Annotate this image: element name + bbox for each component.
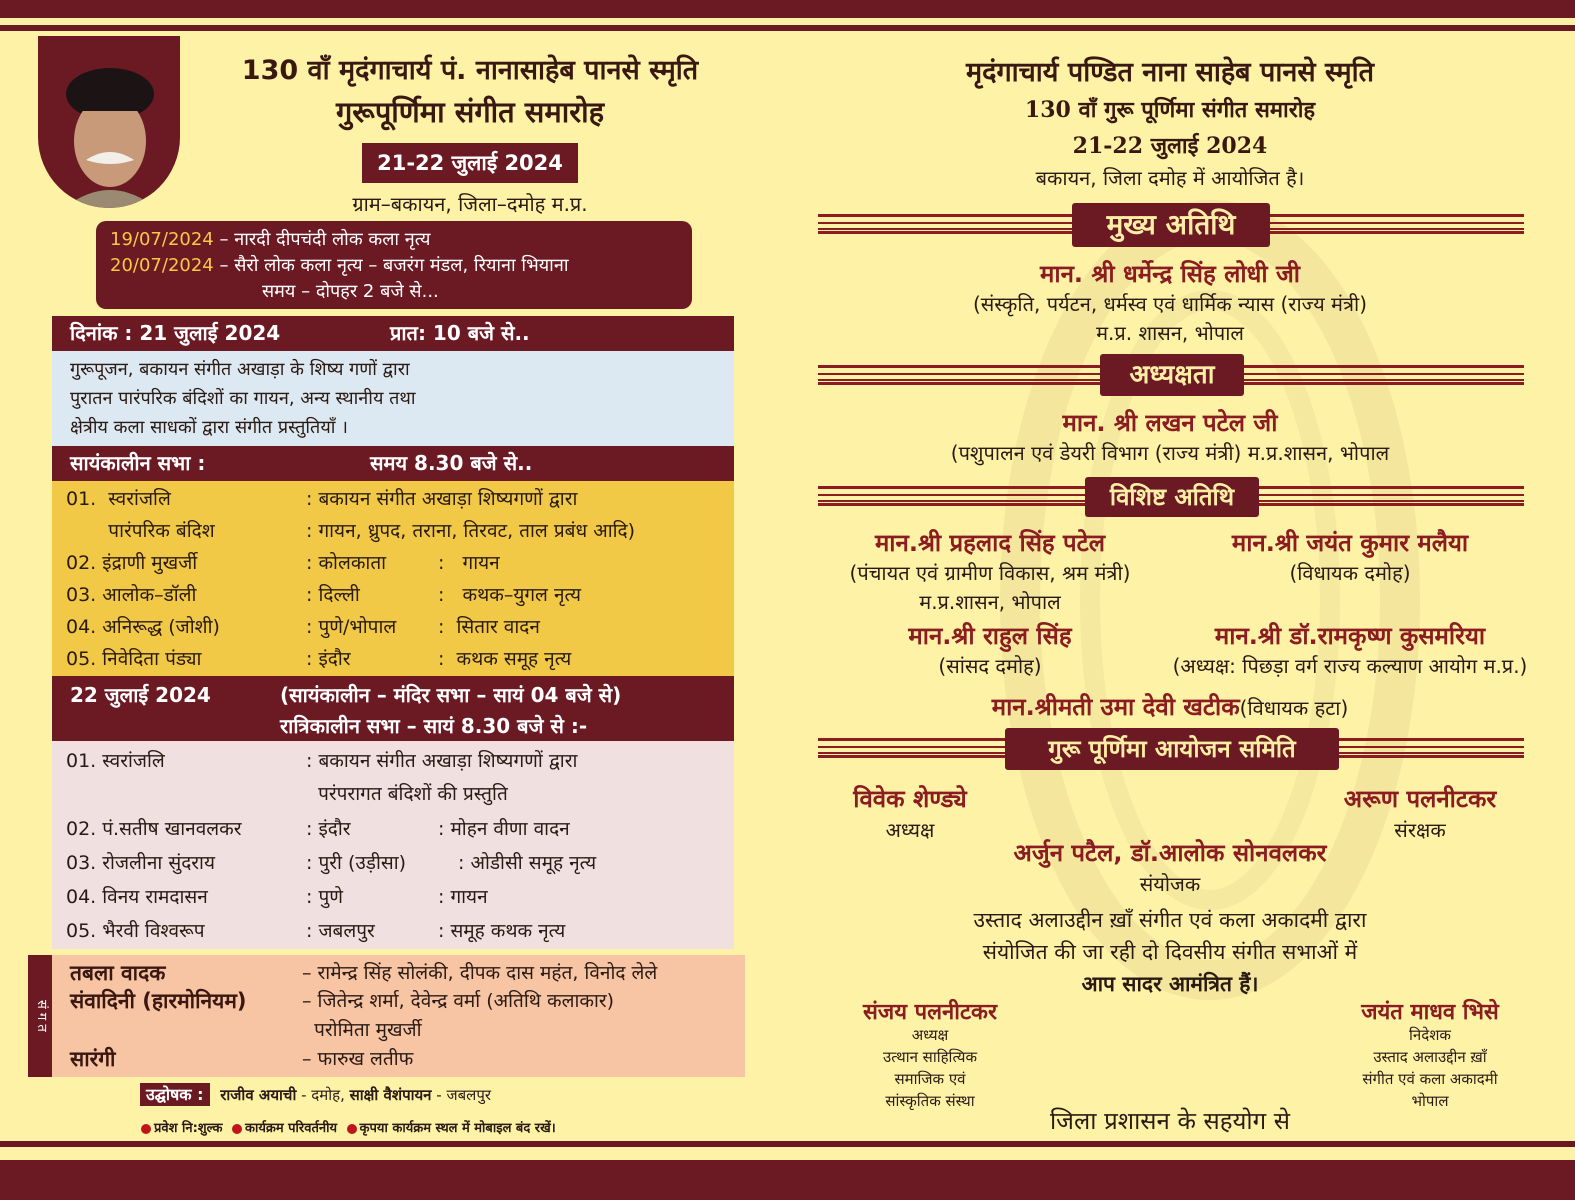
special-guest-desc: (विधायक दमोह): [1289, 561, 1411, 585]
left-title-line2: गुरूपूर्णिमा संगीत समारोह: [335, 95, 605, 129]
special-guest-desc: (पंचायत एवं ग्रामीण विकास, श्रम मंत्री): [849, 561, 1131, 585]
players: परोमिता मुखर्जी: [302, 1019, 422, 1041]
performance: : ओडीसी समूह नृत्य: [458, 852, 597, 874]
announcer-place: - दमोह,: [301, 1086, 345, 1104]
special-guest-label: विशिष्ट अतिथि: [1085, 477, 1259, 517]
pre-event-text: – नारदी दीपचंदी लोक कला नृत्य: [219, 229, 431, 250]
pre-event-text: – सैरो लोक कला नृत्य – बजरंग मंडल, रियाना भियाना: [219, 255, 569, 276]
special-guest-desc: (विधायक हटा): [1239, 696, 1349, 720]
left-date-box: 21-22 जुलाई 2024: [362, 143, 578, 183]
special-guest-name: मान.श्री राहुल सिंह: [908, 622, 1072, 650]
signatory-details: [1320, 1024, 1540, 1112]
day2-evening-session: (सायंकालीन – मंदिर सभा – सायं 04 बजे से): [280, 683, 622, 707]
presidency-label: अध्यक्षता: [1100, 354, 1244, 396]
performance: : सितार वादन: [438, 616, 540, 638]
accompanists-box: [52, 955, 745, 1077]
artist: 03. आलोक–डॉली: [66, 584, 197, 606]
top-band-thin: [0, 25, 1575, 31]
signatory-line: संगीत एवं कला अकादमी: [1362, 1070, 1498, 1088]
artist: 01. स्वरांजलि: [66, 488, 171, 510]
signatory-line: समाजिक एवं: [894, 1070, 966, 1088]
performance: : मोहन वीणा वादन: [438, 818, 570, 840]
artist: पारंपरिक बंदिश: [66, 520, 215, 542]
evening-program: [52, 481, 734, 676]
signatory-line: सांस्कृतिक संस्था: [885, 1092, 975, 1110]
players: – फारुख लतीफ: [302, 1048, 414, 1070]
pre-events-box: [96, 221, 692, 309]
special-guest-desc: (अध्यक्ष: पिछड़ा वर्ग राज्य कल्याण आयोग म.प्र.): [1172, 654, 1528, 678]
committee-member-role: संरक्षक: [1394, 818, 1446, 842]
invitation-line: उस्ताद अलाउद्दीन ख़ाँ संगीत एवं कला अकादमी द्वारा: [973, 908, 1367, 932]
artist: 01. स्वरांजलि: [66, 750, 165, 772]
performance: : कथक–युगल नृत्य: [438, 584, 582, 606]
chief-guest-name: मान. श्री धर्मेन्द्र सिंह लोधी जी: [1040, 260, 1300, 288]
committee-member-role: संयोजक: [1139, 872, 1201, 896]
signatory-line: उत्थान साहित्यिक: [882, 1048, 978, 1066]
pre-event-time: समय – दोपहर 2 बजे से...: [262, 281, 439, 302]
evening-header: [52, 446, 734, 481]
note: कार्यक्रम परिवर्तनीय: [245, 1121, 338, 1136]
bullet-icon: [347, 1124, 357, 1134]
performance: : कथक समूह नृत्य: [438, 648, 572, 670]
place: : इंदौर: [306, 648, 351, 670]
day2-date: 22 जुलाई 2024: [70, 683, 211, 707]
place: : पुणे: [306, 886, 343, 908]
portrait-badge: [38, 36, 180, 208]
invitation-line: संयोजित की जा रही दो दिवसीय संगीत सभाओं में: [982, 940, 1358, 964]
invitation-line: आप सादर आमंत्रित हैं।: [1081, 972, 1259, 996]
artist: 03. रोजलीना सुंदराय: [66, 852, 215, 874]
signatory-name: संजय पलनीटकर: [863, 1000, 997, 1025]
left-venue: ग्राम–बकायन, जिला–दमोह म.प्र.: [352, 192, 588, 216]
committee-member-name: अरूण पलनीटकर: [1343, 785, 1497, 813]
chief-guest-desc: म.प्र. शासन, भोपाल: [1096, 321, 1244, 345]
artist: 02. पं.सतीष खानवलकर: [66, 818, 242, 840]
top-band: [0, 0, 1575, 18]
right-title-line2: 130 वाँ गुरू पूर्णिमा संगीत समारोह: [1024, 97, 1316, 123]
performance: : गायन: [438, 886, 488, 908]
morning-line: गुरूपूजन, बकायन संगीत अखाड़ा के शिष्य गणों द्वारा: [70, 359, 410, 380]
artist: 04. विनय रामदासन: [66, 886, 208, 908]
instrument: संवादिनी (हारमोनियम): [70, 989, 247, 1013]
committee-label: गुरू पूर्णिमा आयोजन समिति: [1005, 728, 1339, 770]
artist: 04. अनिरूद्ध (जोशी): [66, 616, 220, 638]
players: – जितेन्द्र शर्मा, देवेन्द्र वर्मा (अतिथि कलाकार): [302, 990, 615, 1012]
morning-program: [52, 351, 734, 446]
presidency-name: मान. श्री लखन पटेल जी: [1062, 409, 1278, 437]
signatory-line: उस्ताद अलाउद्दीन ख़ाँ: [1373, 1048, 1487, 1066]
night-program: [52, 741, 734, 949]
day2-header: [52, 676, 734, 741]
special-guest-name: मान.श्रीमती उमा देवी खटीक: [991, 693, 1240, 721]
announcer-place: - जबलपुर: [436, 1086, 491, 1104]
place: : पुणे/भोपाल: [306, 616, 397, 638]
place: : बकायन संगीत अखाड़ा शिष्यगणों द्वारा: [306, 488, 578, 510]
pre-event-date: 19/07/2024: [110, 229, 214, 250]
place: : पुरी (उड़ीसा): [306, 852, 407, 874]
committee-member-name: विवेक शेण्ड्ये: [853, 785, 967, 813]
instrument: तबला वादक: [70, 961, 166, 985]
accompanist-tag-text: सं ग त: [34, 1000, 49, 1032]
day2-night-session: रात्रिकालीन सभा – सायं 8.30 बजे से :-: [280, 714, 588, 738]
special-guest-desc: (सांसद दमोह): [938, 654, 1042, 678]
signatory-line: अध्यक्ष: [911, 1026, 949, 1044]
place: : गायन, ध्रुपद, तराना, तिरवट, ताल प्रबंध आदि): [306, 520, 636, 542]
day1-header: [52, 316, 734, 351]
morning-line: पुरातन पारंपरिक बंदिशों का गायन, अन्य स्थानीय तथा: [70, 388, 416, 409]
morning-line: क्षेत्रीय कला साधकों द्वारा संगीत प्रस्तुतियाँ ।: [70, 417, 348, 438]
instrument: सारंगी: [70, 1047, 116, 1071]
right-title-line1: मृदंगाचार्य पण्डित नाना साहेब पानसे स्मृति: [965, 57, 1375, 88]
note: प्रवेश नि:शुल्क: [154, 1121, 223, 1136]
place: : बकायन संगीत अखाड़ा शिष्यगणों द्वारा: [306, 750, 578, 772]
support-note: जिला प्रशासन के सहयोग से: [1049, 1107, 1291, 1135]
announcer-name: साक्षी वैशंपायन: [349, 1086, 432, 1104]
bottom-band: [0, 1160, 1575, 1200]
announcer-name: राजीव अयाची: [220, 1086, 297, 1104]
bullet-icon: [232, 1124, 242, 1134]
chief-guest-label: मुख्य अतिथि: [1072, 203, 1270, 247]
place: : जबलपुर: [306, 920, 375, 942]
place: : कोलकाता: [306, 552, 387, 574]
notes-line: [136, 1118, 696, 1136]
players: – रामेन्द्र सिंह सोलंकी, दीपक दास महंत, विनोद लेले: [302, 962, 658, 984]
bottom-band-thin: [0, 1141, 1575, 1147]
signatory-line: भोपाल: [1411, 1092, 1449, 1110]
performance: : गायन: [438, 552, 500, 574]
special-guest-desc: म.प्र.शासन, भोपाल: [919, 590, 1061, 614]
note: कृपया कार्यक्रम स्थल में मोबाइल बंद रखें।: [359, 1121, 556, 1136]
pre-event-2: [110, 253, 678, 279]
special-guest-name: मान.श्री प्रहलाद सिंह पटेल: [874, 529, 1106, 557]
evening-time: समय 8.30 बजे से..: [370, 451, 533, 475]
accompanist-tag: [28, 955, 54, 1077]
artist: 05. निवेदिता पंड्या: [66, 648, 202, 670]
portrait-figure-icon: [38, 36, 180, 208]
artist: 05. भैरवी विश्वरूप: [66, 920, 205, 942]
special-guest-5: [800, 690, 1540, 723]
special-guest-name: मान.श्री जयंत कुमार मलैया: [1231, 529, 1469, 557]
presidency-desc: (पशुपालन एवं डेयरी विभाग (राज्य मंत्री) म.प्र.शासन, भोपाल: [950, 441, 1390, 465]
evening-label: सायंकालीन सभा :: [70, 451, 206, 475]
place: : इंदौर: [306, 818, 351, 840]
announcer-label: उद्घोषक :: [140, 1083, 210, 1106]
left-title-line1: 130 वाँ मृदंगाचार्य पं. नानासाहेब पानसे स्मृति: [241, 55, 699, 86]
place: परंपरागत बंदिशों की प्रस्तुति: [306, 783, 508, 805]
bullet-icon: [141, 1124, 151, 1134]
performance: : समूह कथक नृत्य: [438, 920, 566, 942]
signatory-line: निदेशक: [1409, 1026, 1451, 1044]
artist: 02. इंद्राणी मुखर्जी: [66, 552, 198, 574]
pre-event-date: 20/07/2024: [110, 255, 214, 276]
right-dates: 21-22 जुलाई 2024: [1072, 133, 1268, 159]
chief-guest-desc: (संस्कृति, पर्यटन, धर्मस्व एवं धार्मिक न्यास (राज्य मंत्री): [972, 292, 1368, 316]
signatory-name: जयंत माधव भिसे: [1361, 1000, 1499, 1025]
day1-time: प्रात: 10 बजे से..: [390, 321, 530, 345]
special-guest-name: मान.श्री डॉ.रामकृष्ण कुसमरिया: [1214, 622, 1486, 650]
day1-date: दिनांक : 21 जुलाई 2024: [70, 321, 281, 345]
signatory-details: [820, 1024, 1040, 1112]
committee-member-role: अध्यक्ष: [885, 818, 935, 842]
place: : दिल्ली: [306, 584, 360, 606]
right-venue: बकायन, जिला दमोह में आयोजित है।: [1035, 166, 1305, 190]
announcers: [140, 1083, 660, 1105]
committee-member-name: अर्जुन पटैल, डॉ.आलोक सोनवलकर: [1013, 839, 1327, 867]
pre-event-1: [110, 227, 678, 253]
